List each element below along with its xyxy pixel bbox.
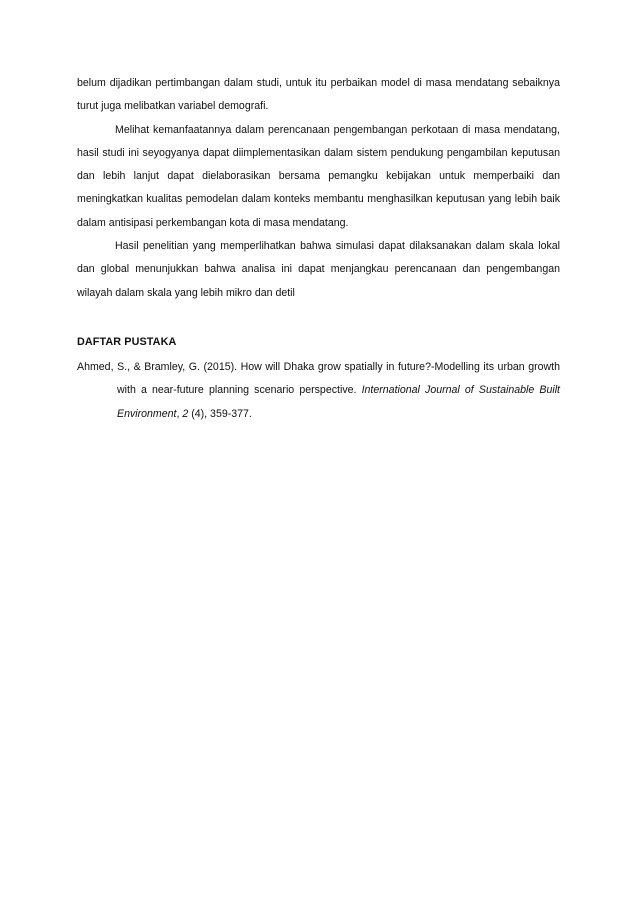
body-paragraph-2: Melihat kemanfaatannya dalam perencanaan pengembangan perkotaan di masa mendatang, hasil studi ini seyogyanya dapat diimplementasikan dalam sistem pendukung pengambilan keputusan dan lebih lanjut dapat dielaborasikan bersama pemangku kebijakan untuk memperbaiki dan meningkatkan kualitas pemodelan dalam konteks membantu menghasilkan keputusan yang lebih baik dalam antisipasi perkembangan kota di masa mendatang.: [77, 123, 560, 229]
reference-volume: 2: [182, 407, 189, 420]
reference-entry: [77, 356, 560, 426]
reference-separator: ,: [176, 407, 183, 420]
references-heading: DAFTAR PUSTAKA: [77, 335, 177, 348]
reference-journal: International Journal of Sustainable Built Environment: [117, 384, 560, 420]
body-paragraph-3: Hasil penelitian yang memperlihatkan bahwa simulasi dapat dilaksanakan dalam skala lokal dan global menunjukkan bahwa analisa ini dapat menjangkau perencanaan dan pengembangan wilayah dalam skala yang lebih mikro dan detil: [77, 240, 560, 299]
document-page: [77, 72, 560, 426]
body-paragraph-1: belum dijadikan pertimbangan dalam studi, untuk itu perbaikan model di masa mendatang sebaiknya turut juga melibatkan variabel demografi.: [77, 77, 560, 113]
reference-authors-title: Ahmed, S., & Bramley, G. (2015). How will Dhaka grow spatially in future?-Modelling its urban growth with a near-future planning scenario perspective.: [77, 360, 560, 397]
reference-issue-pages: (4), 359-377.: [188, 407, 252, 420]
